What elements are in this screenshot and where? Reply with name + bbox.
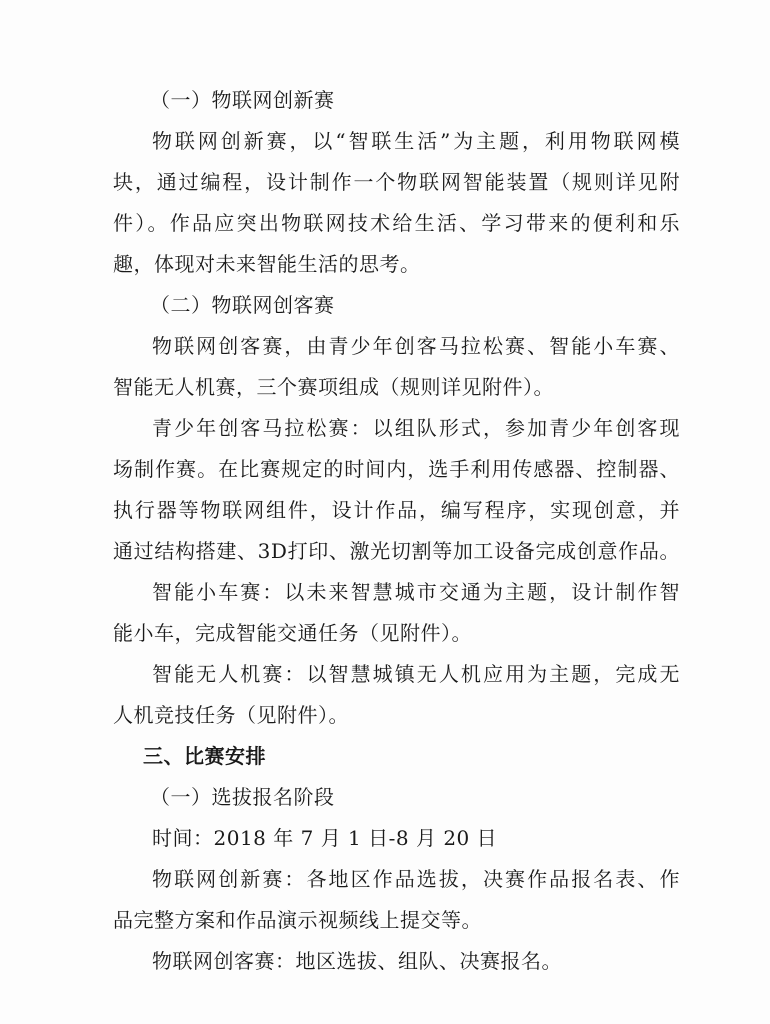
paragraph-line: 智能小车赛：以未来智慧城市交通为主题，设计制作智 [152, 580, 680, 604]
paragraph-line: 物联网创新赛：各地区作品选拔，决赛作品报名表、作 [152, 867, 680, 891]
paragraph-line: 场制作赛。在比赛规定的时间内，选手利用传感器、控制器、 [113, 457, 680, 481]
section-heading-schedule: 三、比赛安排 [143, 744, 266, 768]
paragraph-line: 智能无人机赛：以智慧城镇无人机应用为主题，完成无 [152, 662, 680, 686]
paragraph-line: 物联网创客赛：地区选拔、组队、决赛报名。 [152, 949, 562, 973]
schedule-time: 时间：2018 年 7 月 1 日-8 月 20 日 [152, 826, 498, 850]
paragraph-line: 物联网创新赛，以“智联生活”为主题，利用物联网模 [152, 129, 680, 153]
paragraph-line: 通过结构搭建、3D打印、激光切割等加工设备完成创意作品。 [113, 539, 680, 563]
paragraph-line: 智能无人机赛，三个赛项组成（规则详见附件）。 [113, 375, 554, 399]
paragraph-line: 趣，体现对未来智能生活的思考。 [113, 252, 421, 276]
section-title-innovation: （一）物联网创新赛 [150, 88, 335, 112]
paragraph-line: 块，通过编程，设计制作一个物联网智能装置（规则详见附 [113, 170, 680, 194]
paragraph-line: 人机竞技任务（见附件）。 [113, 703, 349, 727]
paragraph-line: 能小车，完成智能交通任务（见附件）。 [113, 621, 472, 645]
paragraph-line: 青少年创客马拉松赛：以组队形式，参加青少年创客现 [152, 416, 680, 440]
paragraph-line: 物联网创客赛，由青少年创客马拉松赛、智能小车赛、 [152, 334, 680, 358]
subsection-title-selection: （一）选拔报名阶段 [150, 785, 335, 809]
paragraph-line: 件）。作品应突出物联网技术给生活、学习带来的便利和乐 [113, 211, 680, 235]
section-title-maker: （二）物联网创客赛 [150, 293, 335, 317]
paragraph-line: 执行器等物联网组件，设计作品，编写程序，实现创意，并 [113, 498, 680, 522]
paragraph-line: 品完整方案和作品演示视频线上提交等。 [113, 908, 482, 932]
